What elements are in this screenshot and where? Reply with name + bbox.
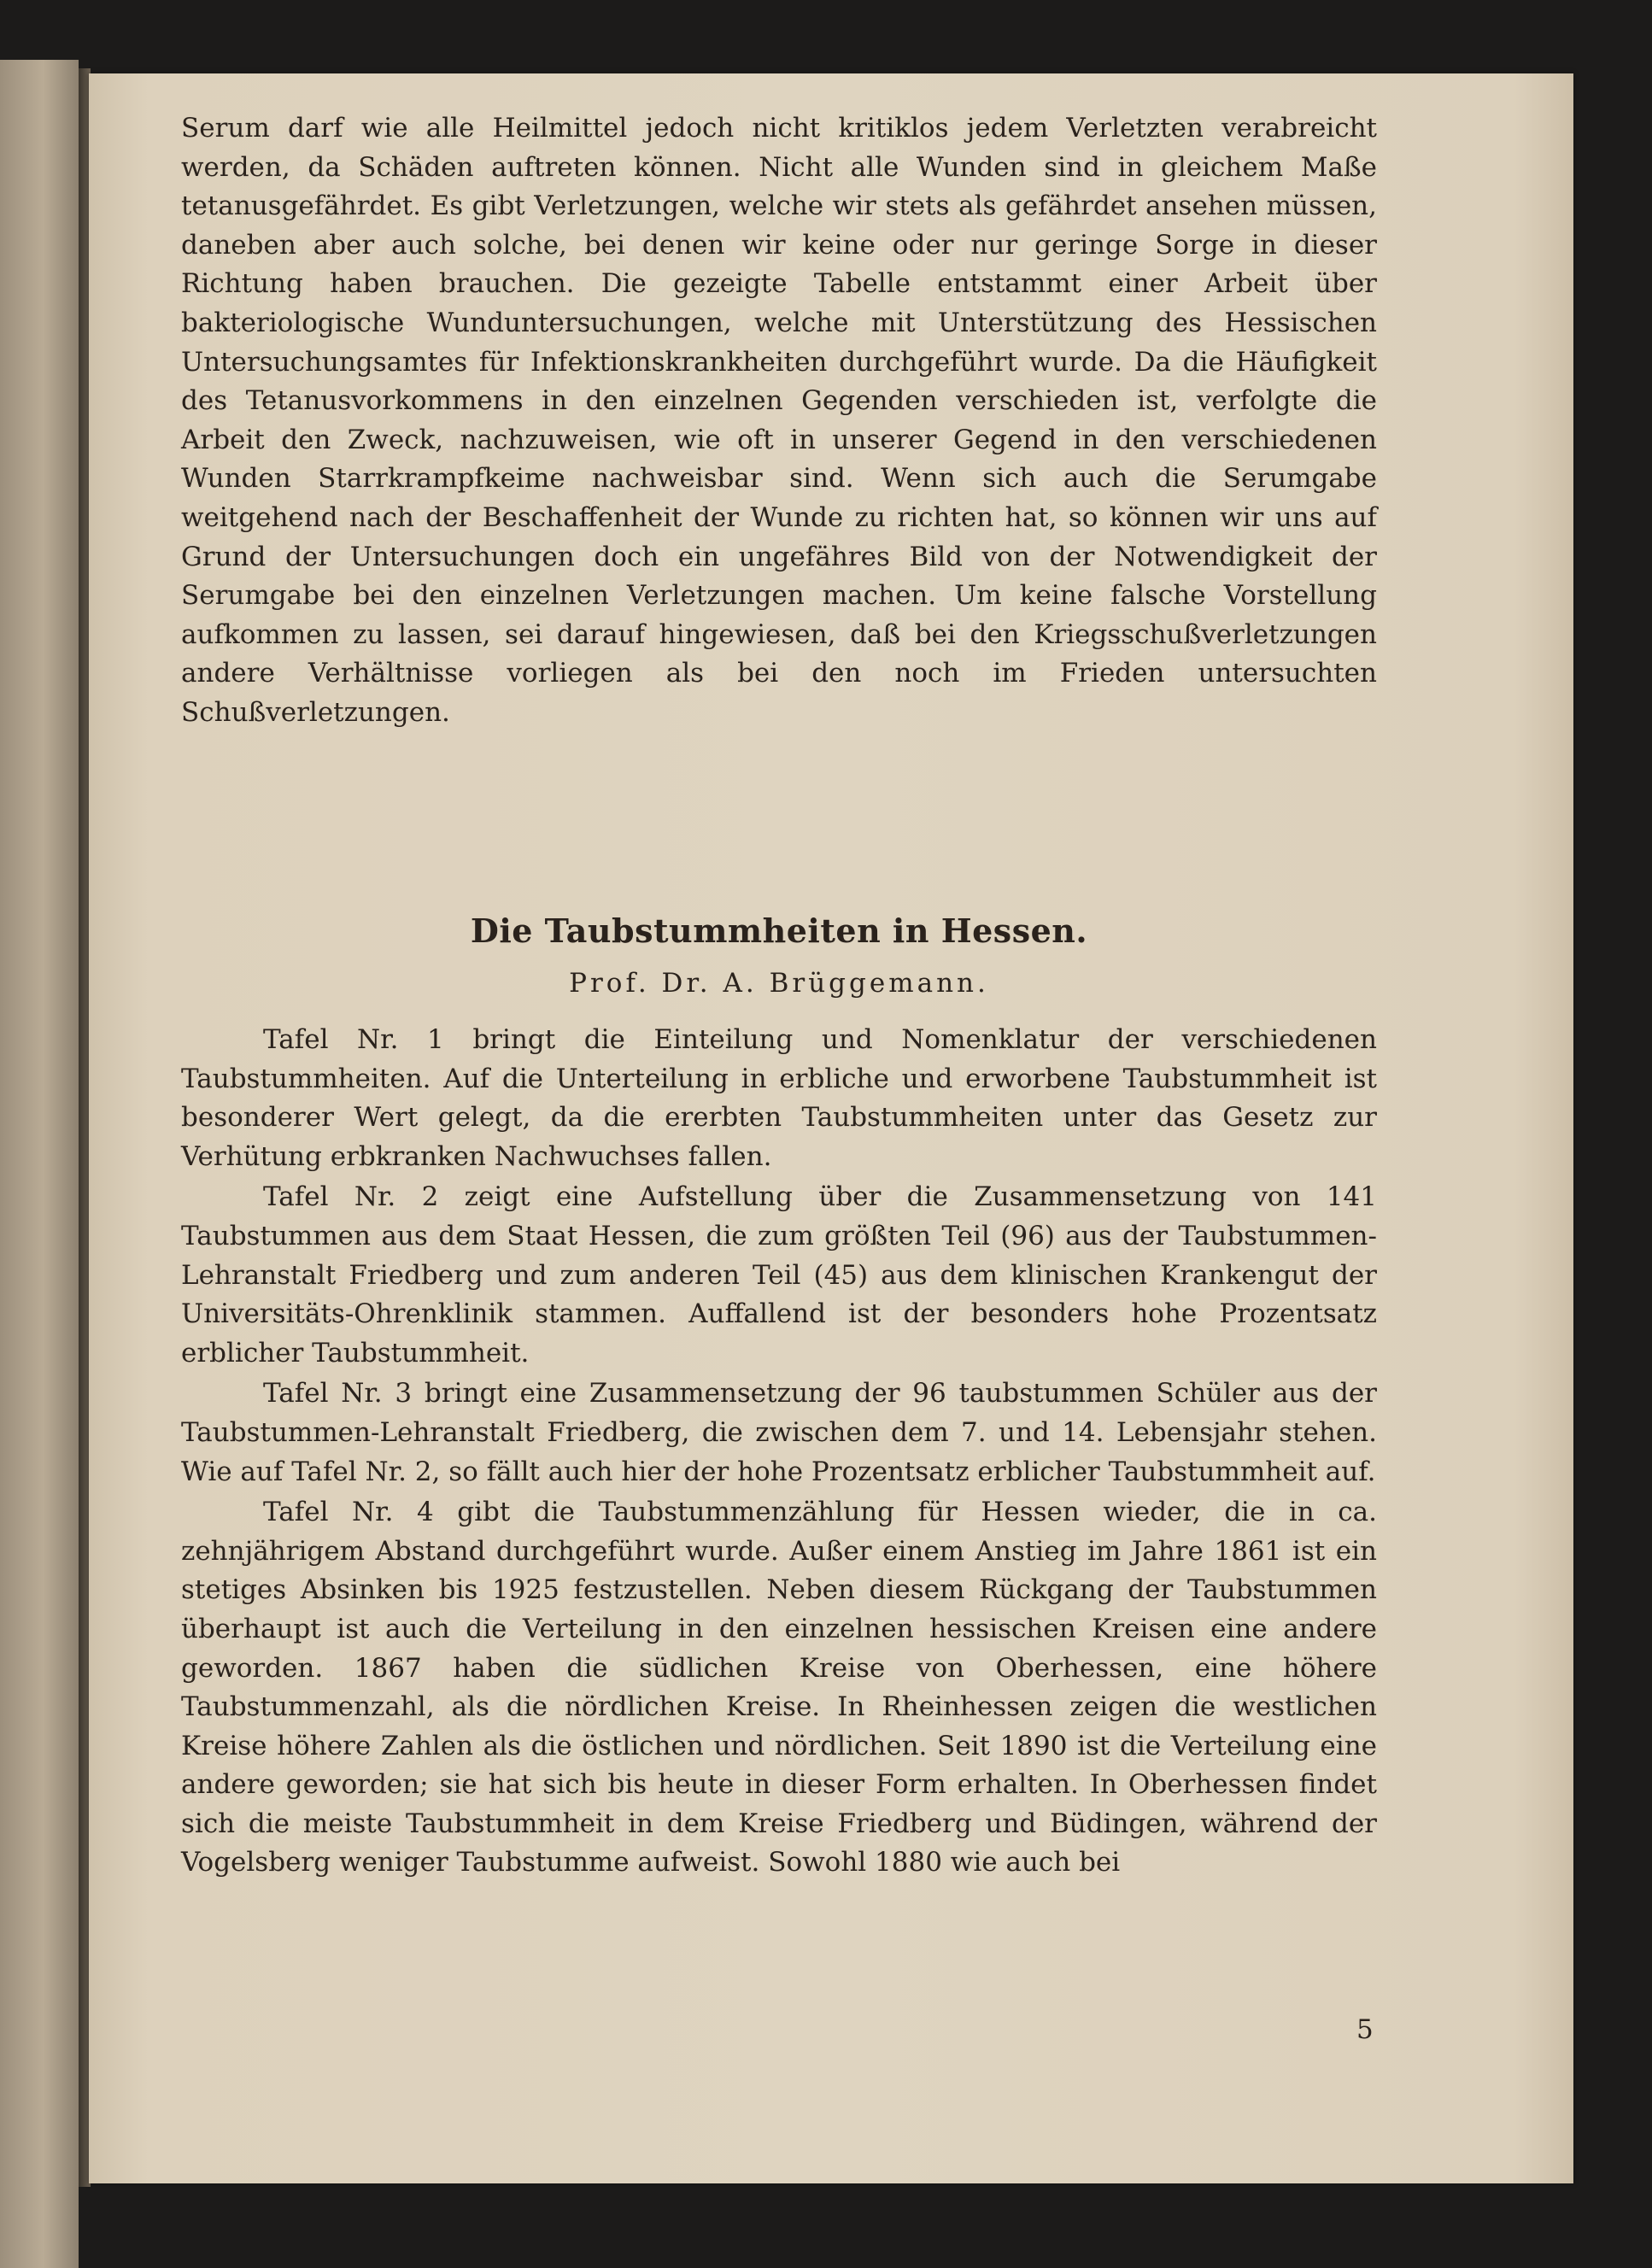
intro-text: Serum darf wie alle Heilmittel jedoch nicht kritiklos jedem Verletzten verabreicht werden, da Schäden auftreten können. Nicht alle Wunden sind in gleichem Maße tetanusgefährdet. Es gibt Verletzungen, welche wir stets als gefährdet ansehen müssen, daneben aber auch solche, bei denen wir keine oder nur geringe Sorge in dieser Richtung haben brauchen. Die gezeigte Tabelle entstammt einer Arbeit über bakteriologische Wunduntersuchungen, welche mit Unterstützung des Hessischen Untersuchungsamtes für Infektionskrankheiten durchgeführt wurde. Da die Häufigkeit des Tetanusvorkommens in den einzelnen Gegenden verschieden ist, verfolgte die Arbeit den Zweck, nachzuweisen, wie oft in unserer Gegend in den verschiedenen Wunden Starrkrampfkeime nachweisbar sind. Wenn sich auch die Serumgabe weitgehend nach der Beschaffenheit der Wunde zu richten hat, so können wir uns auf Grund der Untersuchungen doch ein ungefähres Bild von der Notwendigkeit der Serumgabe bei den einzelnen Verletzungen machen. Um keine falsche Vorstellung aufkommen zu lassen, sei darauf hingewiesen, daß bei den Kriegsschußverletzungen andere Verhältnisse vorliegen als bei den noch im Frieden untersuchten Schußverletzungen. <box>181 113 1377 728</box>
section-heading <box>181 907 1377 1003</box>
intro-paragraph <box>181 109 1377 733</box>
paragraph-tafel-3: Tafel Nr. 3 bringt eine Zusammensetzung der 96 taubstummen Schüler aus der Taubstummen-Lehranstalt Friedberg, die zwischen dem 7. und 14. Lebensjahr stehen. Wie auf Tafel Nr. 2, so fällt auch hier der hohe Prozentsatz erblicher Taubstummheit auf. <box>181 1378 1377 1487</box>
paragraph-tafel-2: Tafel Nr. 2 zeigt eine Aufstellung über die Zusammensetzung von 141 Taubstummen aus dem Staat Hessen, die zum größten Teil (96) aus der Taubstummen-Lehranstalt Friedberg und zum anderen Teil (45) aus dem klinischen Krankengut der Universitäts-Ohrenklinik stammen. Auffallend ist der besonders hohe Prozentsatz erblicher Taubstummheit. <box>181 1181 1377 1368</box>
section-title: Die Taubstummheiten in Hessen. <box>470 911 1088 950</box>
facing-page-edge <box>0 60 79 2268</box>
paragraph-tafel-4: Tafel Nr. 4 gibt die Taubstummenzählung für Hessen wieder, die in ca. zehnjährigem Abstand durchgeführt wurde. Außer einem Anstieg im Jahre 1861 ist ein stetiges Absinken bis 1925 festzustellen. Neben diesem Rückgang der Taubstummen überhaupt ist auch die Verteilung in den einzelnen hessischen Kreisen eine andere geworden. 1867 haben die südlichen Kreise von Oberhessen, eine höhere Taubstummenzahl, als die nördlichen Kreise. In Rheinhessen zeigen die westlichen Kreise höhere Zahlen als die östlichen und nördlichen. Seit 1890 ist die Verteilung eine andere geworden; sie hat sich bis heute in dieser Form erhalten. In Oberhessen findet sich die meiste Taubstummheit in dem Kreise Friedberg und Büdingen, während der Vogelsberg weniger Taubstumme aufweist. Sowohl 1880 wie auch bei <box>181 1497 1377 1878</box>
page-number: 5 <box>1356 2014 1374 2045</box>
section-author: Prof. Dr. A. Brüggemann. <box>569 968 989 999</box>
section-body <box>181 1021 1377 1884</box>
paragraph-tafel-1: Tafel Nr. 1 bringt die Einteilung und Nomenklatur der verschiedenen Taubstummheiten. Auf die Unterteilung in erbliche und erworbene Taubstummheit ist besonderer Wert gelegt, da die ererbten Taubstummheiten unter das Gesetz zur Verhütung erbkranken Nachwuchses fallen. <box>181 1024 1377 1172</box>
